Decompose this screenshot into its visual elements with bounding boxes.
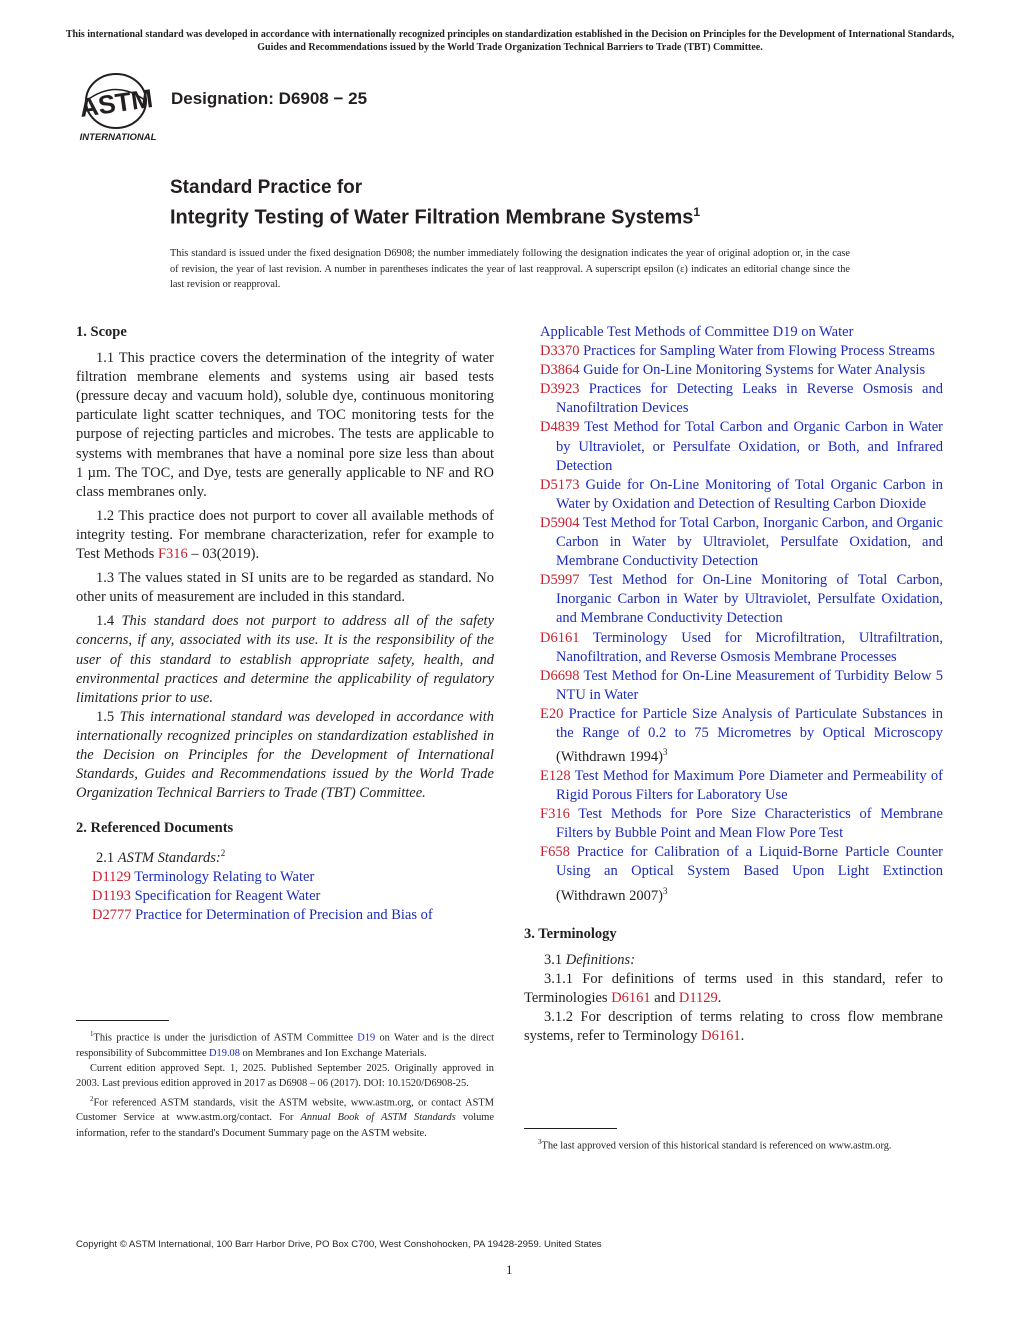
ref-item[interactable]: F316 Test Methods for Pore Size Characteristics of Membrane Filters by Bubble Point and Mean Flow Pore Test: [540, 806, 943, 842]
definitions-subheading: 3.1 Definitions:: [544, 951, 636, 968]
scope-para-1-4: 1.4 This standard does not purport to address all of the safety concerns, if any, associated with its use. It is the responsibility of the user of this standard to establish appropriate safety, health, and environmental practices and determine the applicability of regulatory limitations prior to use.: [76, 613, 495, 706]
ref-item[interactable]: D5904 Test Method for Total Carbon, Inorganic Carbon, and Organic Carbon in Water by Ultraviolet, Persulfate Oxidation, and Membrane Conductivity Detection: [540, 514, 943, 570]
page-number: 1: [506, 1262, 513, 1277]
link-d19[interactable]: D19: [357, 1032, 376, 1044]
right-footnotes: [524, 1128, 943, 1154]
scope-para-1-3: 1.3 The values stated in SI units are to be regarded as standard. No other units of measurement are included in this standard.: [76, 570, 494, 606]
terminology-para-3-1-2: 3.1.2 For description of terms relating to cross flow membrane systems, refer to Terminology D6161.: [524, 1008, 943, 1044]
logo-mark-text: ASTM: [77, 83, 155, 123]
ref-item-continuation[interactable]: Applicable Test Methods of Committee D19 on Water: [540, 324, 854, 340]
scope-heading: 1. Scope: [76, 324, 127, 340]
left-footnotes: [76, 1020, 494, 1141]
link-d19-08[interactable]: D19.08: [209, 1047, 240, 1059]
left-column: [76, 323, 495, 1139]
ref-item[interactable]: D5997 Test Method for On-Line Monitoring of Total Carbon, Inorganic Carbon in Water by Ultraviolet, Persulfate Oxidation, and Membrane Conductivity Detection: [540, 572, 943, 627]
title-line-1: Standard Practice for: [170, 177, 363, 198]
designation: Designation: D6908 − 25: [171, 89, 368, 108]
title-line-2: Integrity Testing of Water Filtration Membrane Systems: [170, 206, 694, 229]
ref-item[interactable]: F658 Practice for Calibration of a Liquid-Borne Particle Counter Using an Optical System Based Upon Light Extinction (Withdrawn 2007)$^3$: [540, 844, 943, 904]
scope-para-1-5: 1.5 This international standard was developed in accordance with internationally recognized principles on standardization established in the Decision on Principles for the Development of International Standards, Guides and Recommendations issued by the World Trade Organization Technical Barriers to Trade (TBT) Committee.: [76, 708, 494, 802]
astm-logo: [76, 72, 160, 144]
footnote-1: $^1$This practice is under the jurisdiction of ASTM Committee D19 on Water and is the direct responsibility of Subcommittee D19.08 on Membranes and Ion Exchange Materials.: [76, 1030, 495, 1059]
issue-note: This standard is issued under the fixed designation D6908; the number immediately following the designation indicates the year of original adoption or, in the case of revision, the year of last revision. A number in parentheses indicates the year of last reapproval. A superscript epsilon (ε) indicates an editorial change since the last revision or reapproval.: [170, 248, 850, 291]
copyright-notice: Copyright © ASTM International, 100 Barr Harbor Drive, PO Box C700, West Conshohocken, PA 19428-2959. United States: [76, 1239, 602, 1250]
ref-item[interactable]: D4839 Test Method for Total Carbon and Organic Carbon in Water by Ultraviolet, or Persulfate Oxidation, or Both, and Infrared Detection: [540, 419, 943, 474]
header-notice: This international standard was developed in accordance with internationally recognized principles on standardization established in the Decision on Principles for the Development of International Standards, Guides and Recommendations issued by the World Trade Organization Technical Barriers to Trade (TBT) Committee.: [65, 29, 955, 53]
scope-para-1-1: 1.1 This practice covers the determination of the integrity of water filtration membrane elements and systems using air based tests (pressure decay and vacuum hold), soluble dye, continuous monitoring particulate light scatter techniques, and TOC monitoring tests for the purpose of rejecting particles and microbes. The tests are applicable to systems with membranes that have a nominal pore size less than about 1 µm. The TOC, and Dye, tests are generally applicable to NF and RO class membranes only.: [76, 350, 494, 500]
right-column: [524, 323, 943, 1152]
ref-item[interactable]: D6698 Test Method for On-Line Measurement of Turbidity Below 5 NTU in Water: [540, 667, 943, 703]
ref-item[interactable]: E128 Test Method for Maximum Pore Diameter and Permeability of Rigid Porous Filters for Laboratory Use: [540, 767, 943, 804]
ref-item[interactable]: D1129 Terminology Relating to Water: [92, 869, 315, 886]
astm-standards-subheading: 2.1 ASTM Standards:$^2$: [96, 848, 226, 867]
link-f316[interactable]: F316: [157, 546, 188, 563]
logo-international-text: INTERNATIONAL: [79, 132, 157, 143]
footnote-3: $^3$The last approved version of this historical standard is referenced on www.astm.org.: [538, 1138, 892, 1152]
referenced-heading: 2. Referenced Documents: [76, 820, 234, 837]
ref-item[interactable]: E20 Practice for Particle Size Analysis of Particulate Substances in the Range of 0.2 to 75 Micrometres by Optical Microscopy (Withdrawn 1994)$^3$: [540, 705, 943, 765]
link-d6161[interactable]: D6161: [611, 989, 651, 1006]
ref-item[interactable]: D3864 Guide for On-Line Monitoring Systems for Water Analysis: [540, 362, 926, 379]
footnote-1-edition: Current edition approved Sept. 1, 2025. Published September 2025. Originally approved in 2003. Last previous edition approved in 2017 as D6908 – 06 (2017). DOI: 10.1520/D6908-25.: [76, 1063, 494, 1090]
terminology-para-3-1-1: 3.1.1 For definitions of terms used in this standard, refer to Terminologies D6161 and D1129.: [524, 970, 943, 1006]
title-footnote-mark: 1: [693, 205, 701, 219]
ref-item[interactable]: D6161 Terminology Used for Microfiltration, Ultrafiltration, Nanofiltration, and Reverse Osmosis Membrane Processes: [540, 629, 943, 665]
ref-item[interactable]: D3923 Practices for Detecting Leaks in Reverse Osmosis and Nanofiltration Devices: [540, 381, 943, 417]
ref-item[interactable]: D3370 Practices for Sampling Water from Flowing Process Streams: [540, 343, 935, 360]
ref-item[interactable]: D5173 Guide for On-Line Monitoring of Total Organic Carbon in Water by Oxidation and Detection of Resulting Carbon Dioxide: [540, 476, 943, 512]
ref-item[interactable]: D1193 Specification for Reagent Water: [92, 888, 321, 905]
ref-item[interactable]: D2777 Practice for Determination of Precision and Bias of: [92, 907, 433, 924]
scope-para-1-2: 1.2 This practice does not purport to cover all available methods of integrity testing. For membrane characterization, refer for example to Test Methods F316 – 03(2019).: [76, 507, 494, 563]
terminology-heading: 3. Terminology: [524, 926, 617, 943]
link-d1129[interactable]: D1129: [678, 989, 718, 1006]
document-title: [170, 175, 870, 231]
footnote-2: $^2$For referenced ASTM standards, visit the ASTM website, www.astm.org, or contact ASTM Customer Service at www.astm.org/contact. For Annual Book of ASTM Standards volume information, refer to the standard's Document Summary page on the ASTM website.: [76, 1094, 495, 1139]
link-d6161[interactable]: D6161: [701, 1027, 741, 1044]
